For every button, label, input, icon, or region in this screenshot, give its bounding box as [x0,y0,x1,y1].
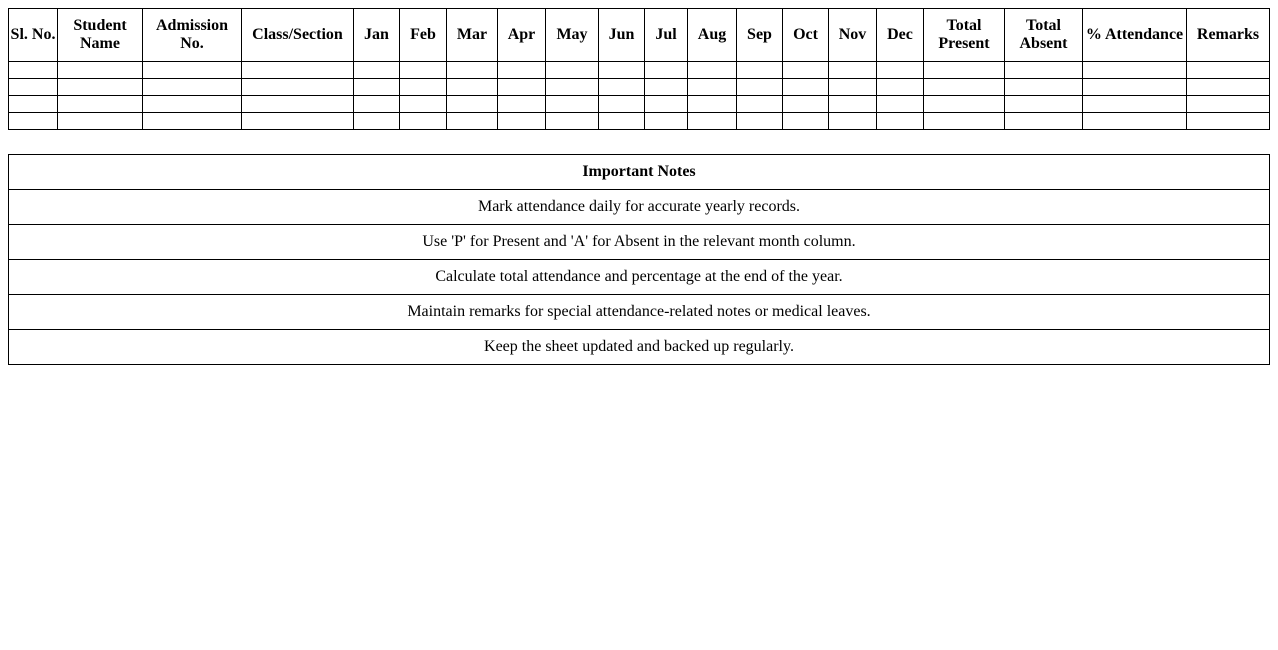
table-cell[interactable] [1005,96,1083,113]
table-cell[interactable] [9,96,58,113]
table-row [9,79,1270,96]
table-cell[interactable] [783,79,829,96]
table-cell[interactable] [783,62,829,79]
table-cell[interactable] [1083,113,1187,130]
table-header-row [9,9,1270,62]
table-cell[interactable] [58,62,143,79]
table-cell[interactable] [737,96,783,113]
table-cell[interactable] [9,62,58,79]
table-cell[interactable] [498,62,546,79]
table-cell[interactable] [354,62,400,79]
table-cell[interactable] [877,79,924,96]
note-row [9,295,1270,330]
table-cell[interactable] [688,62,737,79]
table-cell[interactable] [400,113,447,130]
table-cell[interactable] [877,96,924,113]
column-header-total-absent: Total Absent [1005,9,1083,62]
table-cell[interactable] [242,96,354,113]
table-cell[interactable] [354,79,400,96]
column-header-nov: Nov [829,9,877,62]
table-cell[interactable] [924,79,1005,96]
table-cell[interactable] [924,113,1005,130]
attendance-table [8,8,1270,130]
table-cell[interactable] [877,113,924,130]
table-cell[interactable] [242,79,354,96]
note-row [9,330,1270,365]
table-cell[interactable] [829,113,877,130]
table-cell[interactable] [143,113,242,130]
column-header-aug: Aug [688,9,737,62]
column-header-sl-no: Sl. No. [9,9,58,62]
table-cell[interactable] [447,79,498,96]
table-cell[interactable] [546,96,599,113]
note-row [9,260,1270,295]
table-cell[interactable] [1187,62,1270,79]
table-cell[interactable] [354,113,400,130]
table-cell[interactable] [1187,96,1270,113]
table-cell[interactable] [599,113,645,130]
table-cell[interactable] [1187,79,1270,96]
table-cell[interactable] [58,79,143,96]
note-row [9,225,1270,260]
column-header-mar: Mar [447,9,498,62]
table-cell[interactable] [924,62,1005,79]
notes-title-row [9,155,1270,190]
table-cell[interactable] [354,96,400,113]
table-cell[interactable] [1083,96,1187,113]
column-header-remarks: Remarks [1187,9,1270,62]
table-cell[interactable] [737,79,783,96]
table-cell[interactable] [688,113,737,130]
table-cell[interactable] [400,79,447,96]
table-cell[interactable] [400,96,447,113]
column-header-jan: Jan [354,9,400,62]
table-row [9,96,1270,113]
table-cell[interactable] [1005,62,1083,79]
table-cell[interactable] [599,79,645,96]
table-cell[interactable] [9,113,58,130]
table-row [9,62,1270,79]
table-cell[interactable] [400,62,447,79]
note-item: Maintain remarks for special attendance-related notes or medical leaves. [9,295,1270,330]
table-cell[interactable] [498,96,546,113]
column-header-apr: Apr [498,9,546,62]
column-header-dec: Dec [877,9,924,62]
table-cell[interactable] [9,79,58,96]
table-cell[interactable] [645,96,688,113]
column-header-sep: Sep [737,9,783,62]
table-cell[interactable] [143,62,242,79]
table-cell[interactable] [447,96,498,113]
table-cell[interactable] [829,62,877,79]
table-row [9,113,1270,130]
table-cell[interactable] [1083,79,1187,96]
table-cell[interactable] [447,113,498,130]
column-header-oct: Oct [783,9,829,62]
note-item: Use 'P' for Present and 'A' for Absent in the relevant month column. [9,225,1270,260]
table-cell[interactable] [498,79,546,96]
table-cell[interactable] [599,62,645,79]
table-cell[interactable] [645,62,688,79]
table-cell[interactable] [924,96,1005,113]
column-header-feb: Feb [400,9,447,62]
table-cell[interactable] [143,79,242,96]
notes-title: Important Notes [9,155,1270,190]
table-cell[interactable] [783,96,829,113]
table-cell[interactable] [783,113,829,130]
note-item: Mark attendance daily for accurate yearly records. [9,190,1270,225]
table-cell[interactable] [599,96,645,113]
table-cell[interactable] [737,113,783,130]
important-notes-table [8,154,1270,365]
table-cell[interactable] [737,62,783,79]
table-cell[interactable] [645,79,688,96]
table-cell[interactable] [546,62,599,79]
table-cell[interactable] [546,113,599,130]
column-header-class-section: Class/Section [242,9,354,62]
table-cell[interactable] [1187,113,1270,130]
table-cell[interactable] [829,79,877,96]
note-item: Calculate total attendance and percentage at the end of the year. [9,260,1270,295]
column-header-total-present: Total Present [924,9,1005,62]
table-cell[interactable] [877,62,924,79]
column-header-jul: Jul [645,9,688,62]
table-cell[interactable] [546,79,599,96]
table-cell[interactable] [242,62,354,79]
column-header-percent-attendance: % Attendance [1083,9,1187,62]
table-cell[interactable] [143,96,242,113]
table-cell[interactable] [645,113,688,130]
attendance-table-body [9,62,1270,130]
table-cell[interactable] [58,113,143,130]
table-cell[interactable] [58,96,143,113]
note-item: Keep the sheet updated and backed up regularly. [9,330,1270,365]
table-cell[interactable] [1005,113,1083,130]
column-header-admission-no: Admission No. [143,9,242,62]
table-cell[interactable] [447,62,498,79]
table-cell[interactable] [242,113,354,130]
table-cell[interactable] [498,113,546,130]
table-cell[interactable] [1005,79,1083,96]
note-row [9,190,1270,225]
table-cell[interactable] [688,79,737,96]
table-cell[interactable] [1083,62,1187,79]
column-header-jun: Jun [599,9,645,62]
column-header-student-name: Student Name [58,9,143,62]
table-cell[interactable] [688,96,737,113]
table-cell[interactable] [829,96,877,113]
column-header-may: May [546,9,599,62]
